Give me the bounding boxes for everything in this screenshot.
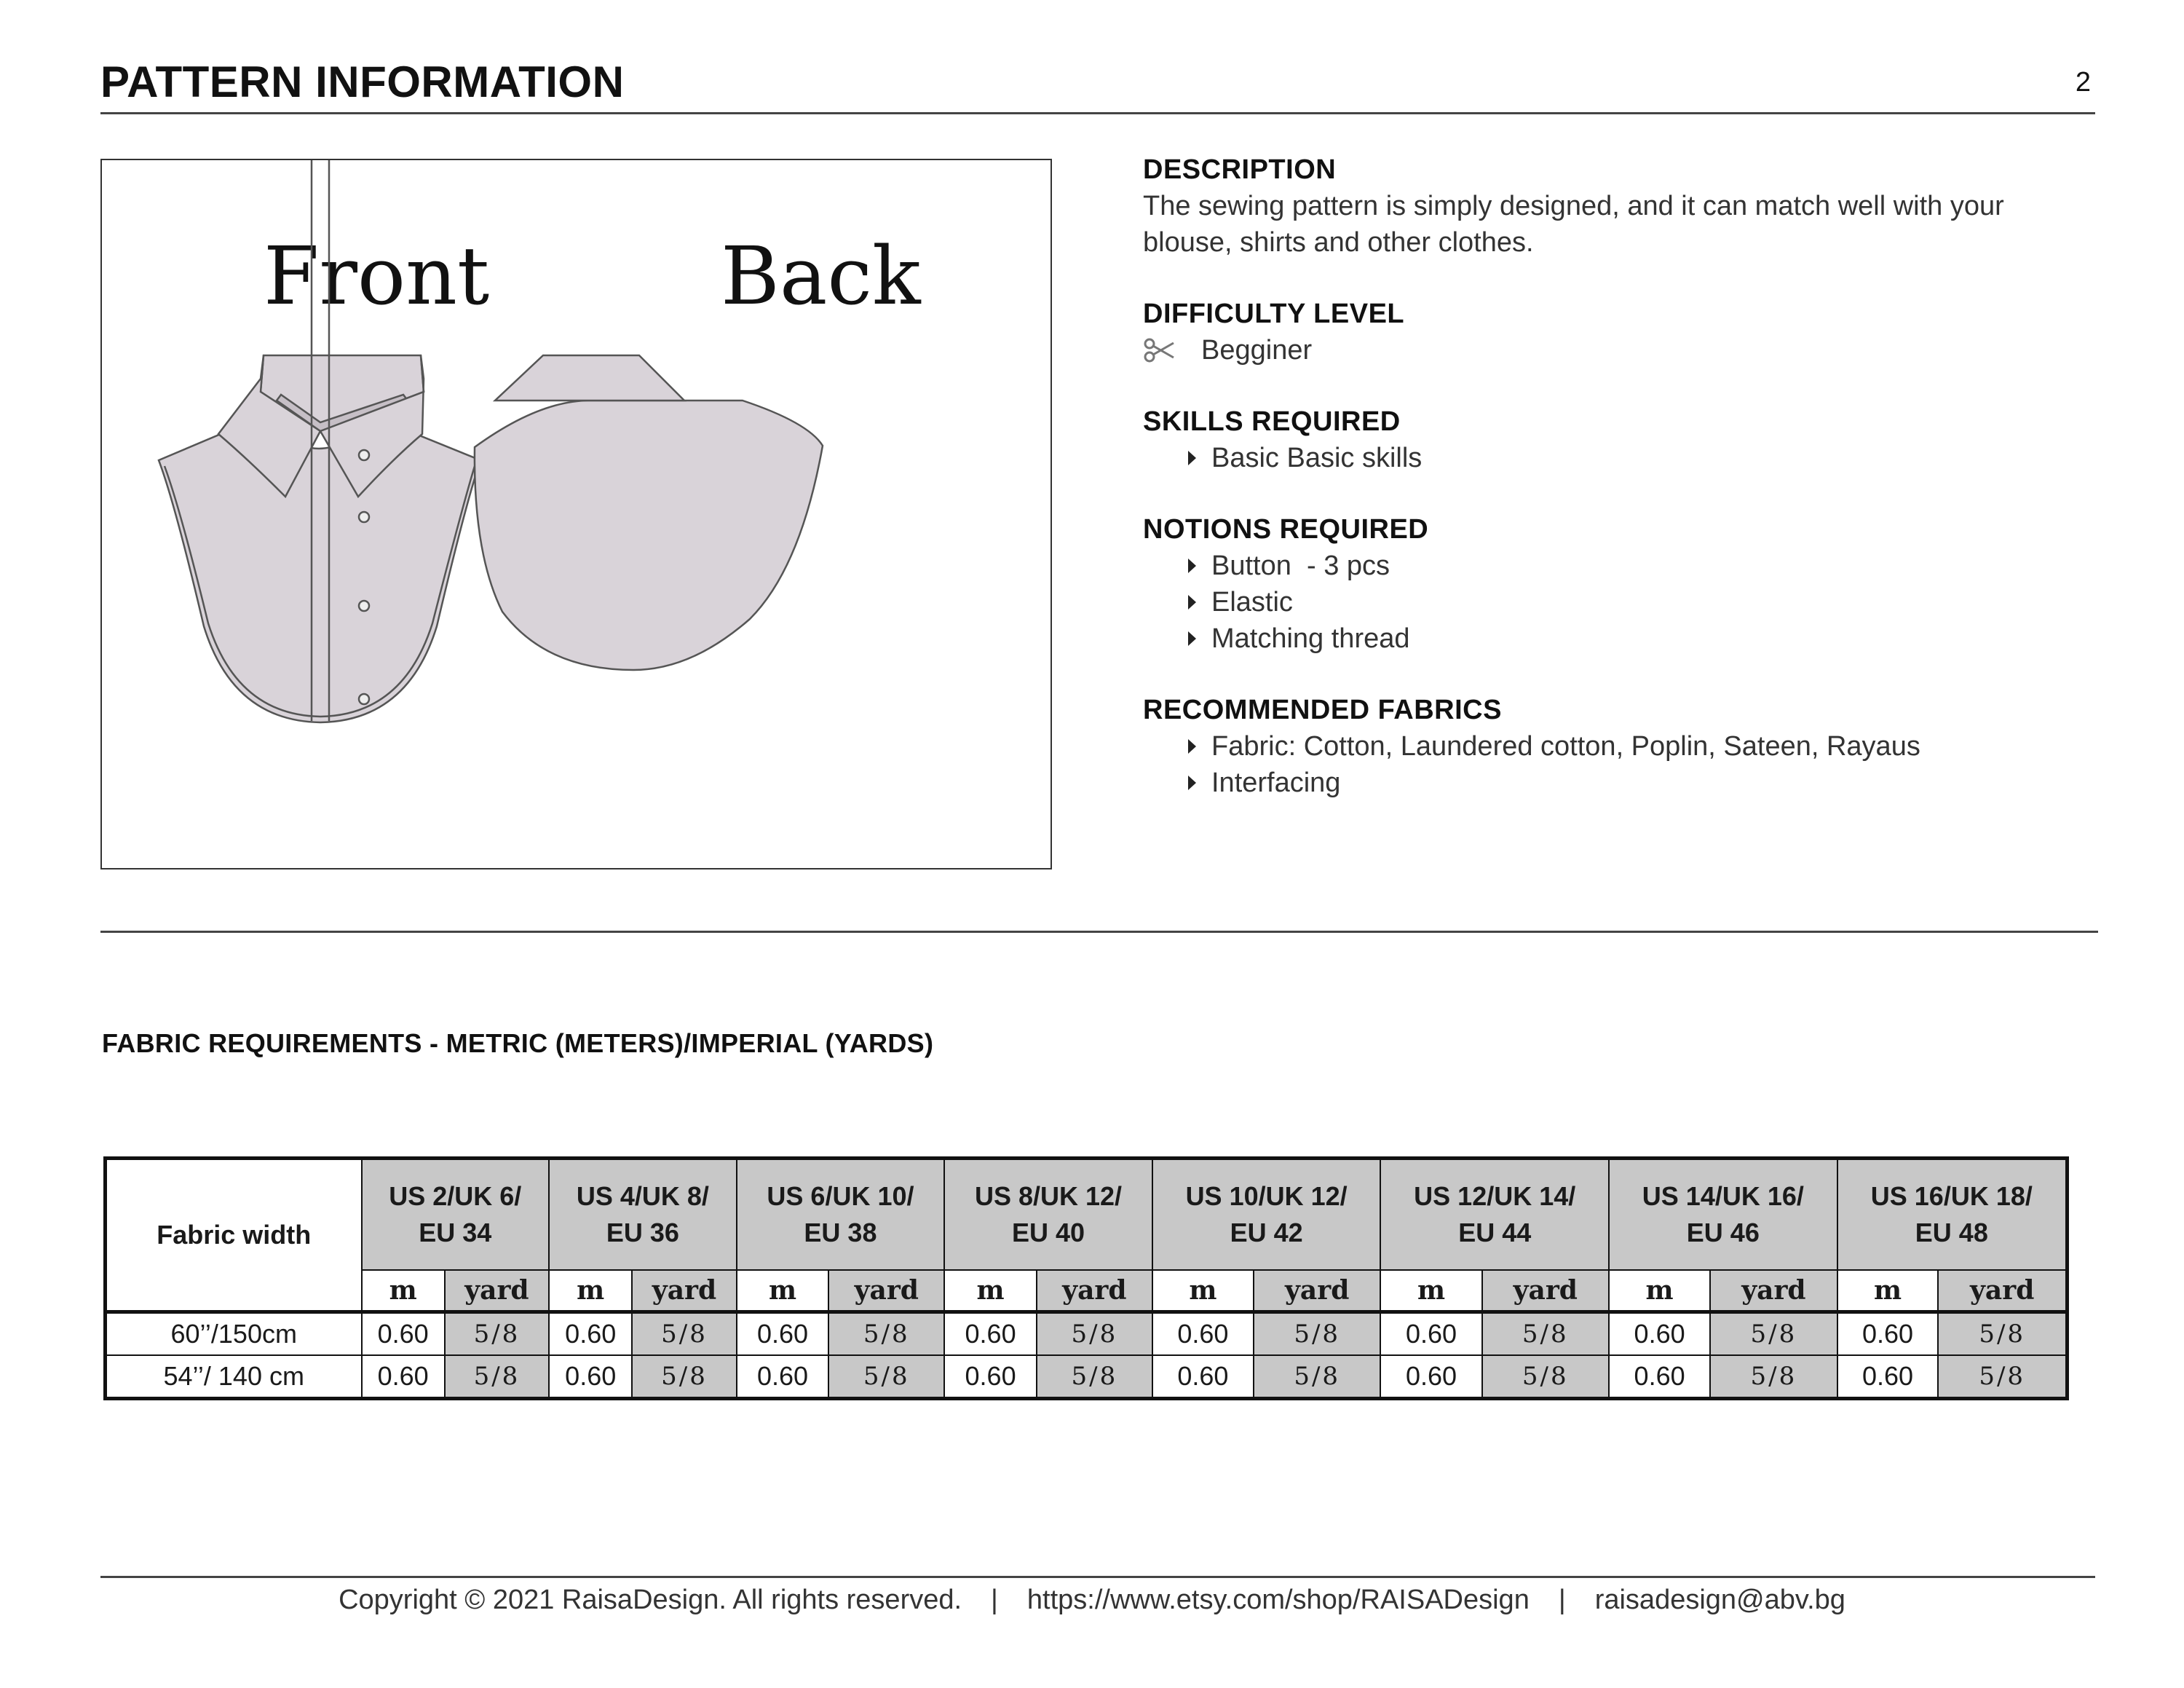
yards-value-cell: 5/8 xyxy=(1710,1355,1837,1399)
yards-value-cell: 5/8 xyxy=(1938,1355,2067,1399)
meters-value-cell: 0.60 xyxy=(549,1355,632,1399)
yards-value-cell: 5/8 xyxy=(1938,1312,2067,1356)
size-header xyxy=(1380,1159,1609,1271)
notions-list xyxy=(1143,548,2097,657)
meters-value-cell: 0.60 xyxy=(362,1312,445,1356)
meters-value-cell: 0.60 xyxy=(1380,1355,1481,1399)
notions-heading: NOTIONS REQUIRED xyxy=(1143,514,1429,545)
size-header-line: US 12/UK 14/ xyxy=(1414,1181,1576,1211)
unit-m-header: m xyxy=(1152,1270,1254,1312)
fabrics-section xyxy=(1143,692,2097,801)
fabrics-list-item: Interfacing xyxy=(1188,765,2097,801)
size-header xyxy=(737,1159,945,1271)
footer-shop-link[interactable]: https://www.etsy.com/shop/RAISADesign xyxy=(1026,1585,1530,1615)
yards-value-cell: 5/8 xyxy=(828,1355,944,1399)
meters-value-cell: 0.60 xyxy=(1152,1355,1254,1399)
fabric-requirements-table xyxy=(103,1156,2069,1400)
unit-yard-header: yard xyxy=(632,1270,736,1312)
unit-yard-header: yard xyxy=(1254,1270,1380,1312)
meters-value-cell: 0.60 xyxy=(1837,1312,1939,1356)
fabrics-list xyxy=(1143,728,2097,801)
skills-list-item: Basic Basic skills xyxy=(1188,440,2097,476)
size-header-line: US 4/UK 8/ xyxy=(576,1181,709,1211)
notions-list-item: Matching thread xyxy=(1188,620,2097,657)
fabrics-heading: RECOMMENDED FABRICS xyxy=(1143,695,1502,725)
meters-value-cell: 0.60 xyxy=(737,1355,829,1399)
garment-illustration xyxy=(100,159,1052,869)
header-divider xyxy=(100,112,2095,114)
pattern-info-column xyxy=(1143,151,2097,836)
skills-section xyxy=(1143,403,2097,476)
difficulty-level: Begginer xyxy=(1201,335,1313,366)
front-view-label: Front xyxy=(264,229,490,323)
yards-value-cell: 5/8 xyxy=(1482,1312,1609,1356)
description-section xyxy=(1143,151,2097,261)
caret-right-icon xyxy=(1188,776,1196,790)
unit-yard-header: yard xyxy=(1037,1270,1152,1312)
unit-m-header: m xyxy=(362,1270,445,1312)
button-4 xyxy=(359,694,369,704)
unit-m-header: m xyxy=(1837,1270,1939,1312)
skills-heading: SKILLS REQUIRED xyxy=(1143,406,1401,437)
unit-m-header: m xyxy=(944,1270,1037,1312)
page-title: PATTERN INFORMATION xyxy=(100,58,625,106)
unit-yard-header: yard xyxy=(445,1270,549,1312)
yards-value-cell: 5/8 xyxy=(1037,1355,1152,1399)
meters-value-cell: 0.60 xyxy=(549,1312,632,1356)
front-collar-drawing xyxy=(159,160,480,722)
size-header xyxy=(1837,1159,2068,1271)
button-1 xyxy=(359,450,369,460)
notions-list-item: Button - 3 pcs xyxy=(1188,548,2097,584)
description-text: The sewing pattern is simply designed, and it can match well with your blouse, shirts and other clothes. xyxy=(1143,191,2004,258)
meters-value-cell: 0.60 xyxy=(1609,1355,1710,1399)
meters-value-cell: 0.60 xyxy=(1837,1355,1939,1399)
size-header-line: US 16/UK 18/ xyxy=(1870,1181,2033,1211)
unit-yard-header: yard xyxy=(828,1270,944,1312)
notions-list-item: Elastic xyxy=(1188,584,2097,620)
yards-value-cell: 5/8 xyxy=(1254,1355,1380,1399)
unit-yard-header: yard xyxy=(1938,1270,2067,1312)
front-collar-body xyxy=(159,417,480,722)
caret-right-icon xyxy=(1188,595,1196,610)
meters-value-cell: 0.60 xyxy=(944,1355,1037,1399)
description-heading: DESCRIPTION xyxy=(1143,154,1337,185)
size-header-line: EU 42 xyxy=(1230,1218,1303,1247)
notions-section xyxy=(1143,511,2097,657)
difficulty-heading: DIFFICULTY LEVEL xyxy=(1143,299,1405,329)
footer-separator: | xyxy=(991,1585,998,1615)
meters-value-cell: 0.60 xyxy=(1380,1312,1481,1356)
size-header-line: EU 44 xyxy=(1458,1218,1532,1247)
size-header-row xyxy=(106,1159,2068,1271)
yards-value-cell: 5/8 xyxy=(1482,1355,1609,1399)
unit-m-header: m xyxy=(1380,1270,1481,1312)
unit-m-header: m xyxy=(1609,1270,1710,1312)
fabric-width-header: Fabric width xyxy=(106,1159,362,1312)
table-row xyxy=(106,1355,2068,1399)
footer-divider xyxy=(100,1576,2095,1578)
fabric-requirements-heading: FABRIC REQUIREMENTS - METRIC (METERS)/IMPERIAL (YARDS) xyxy=(102,1028,934,1058)
yards-value-cell: 5/8 xyxy=(1710,1312,1837,1356)
back-view-label: Back xyxy=(721,229,921,323)
size-header xyxy=(362,1159,550,1271)
collar-drawing xyxy=(102,160,1051,868)
scissors-icon xyxy=(1143,337,1175,363)
size-header-line: EU 48 xyxy=(1915,1218,1988,1247)
size-header-line: EU 46 xyxy=(1686,1218,1760,1247)
difficulty-section xyxy=(1143,296,2097,368)
back-collar-drawing xyxy=(475,355,823,670)
footer-email-link[interactable]: raisadesign@abv.bg xyxy=(1594,1585,1845,1615)
yards-value-cell: 5/8 xyxy=(1037,1312,1152,1356)
size-header-line: US 6/UK 10/ xyxy=(767,1181,914,1211)
section-divider xyxy=(100,931,2098,933)
fabric-width-cell: 60’’/150cm xyxy=(106,1312,362,1356)
meters-value-cell: 0.60 xyxy=(1609,1312,1710,1356)
yards-value-cell: 5/8 xyxy=(828,1312,944,1356)
size-header xyxy=(944,1159,1152,1271)
size-header xyxy=(1152,1159,1381,1271)
unit-m-header: m xyxy=(549,1270,632,1312)
caret-right-icon xyxy=(1188,739,1196,754)
unit-yard-header: yard xyxy=(1482,1270,1609,1312)
difficulty-row xyxy=(1143,332,2097,368)
size-header xyxy=(549,1159,737,1271)
fabrics-list-item: Fabric: Cotton, Laundered cotton, Poplin, Sateen, Rayaus xyxy=(1188,728,2097,765)
footer-separator: | xyxy=(1558,1585,1566,1615)
unit-m-header: m xyxy=(737,1270,829,1312)
footer-copyright: Copyright © 2021 RaisaDesign. All rights reserved. xyxy=(339,1585,962,1615)
size-header-line: US 14/UK 16/ xyxy=(1642,1181,1804,1211)
fabric-width-cell: 54’’/ 140 cm xyxy=(106,1355,362,1399)
back-collar-stand xyxy=(495,355,684,401)
yards-value-cell: 5/8 xyxy=(1254,1312,1380,1356)
page-number: 2 xyxy=(2075,67,2091,98)
size-header xyxy=(1609,1159,1837,1271)
meters-value-cell: 0.60 xyxy=(362,1355,445,1399)
meters-value-cell: 0.60 xyxy=(737,1312,829,1356)
back-collar-body xyxy=(475,401,823,670)
size-header-line: EU 36 xyxy=(606,1218,679,1247)
button-2 xyxy=(359,512,369,522)
yards-value-cell: 5/8 xyxy=(632,1312,736,1356)
footer xyxy=(0,1585,2184,1616)
size-header-line: EU 40 xyxy=(1011,1218,1085,1247)
size-header-line: US 10/UK 12/ xyxy=(1185,1181,1348,1211)
caret-right-icon xyxy=(1188,631,1196,646)
size-header-line: US 2/UK 6/ xyxy=(389,1181,522,1211)
caret-right-icon xyxy=(1188,559,1196,573)
caret-right-icon xyxy=(1188,451,1196,465)
meters-value-cell: 0.60 xyxy=(944,1312,1037,1356)
yards-value-cell: 5/8 xyxy=(632,1355,736,1399)
yards-value-cell: 5/8 xyxy=(445,1312,549,1356)
unit-yard-header: yard xyxy=(1710,1270,1837,1312)
size-header-line: EU 38 xyxy=(804,1218,877,1247)
button-3 xyxy=(359,601,369,611)
size-header-line: US 8/UK 12/ xyxy=(974,1181,1123,1211)
yards-value-cell: 5/8 xyxy=(445,1355,549,1399)
size-header-line: EU 34 xyxy=(419,1218,492,1247)
skills-list xyxy=(1143,440,2097,476)
table-row xyxy=(106,1312,2068,1356)
meters-value-cell: 0.60 xyxy=(1152,1312,1254,1356)
unit-header-row xyxy=(106,1270,2068,1312)
